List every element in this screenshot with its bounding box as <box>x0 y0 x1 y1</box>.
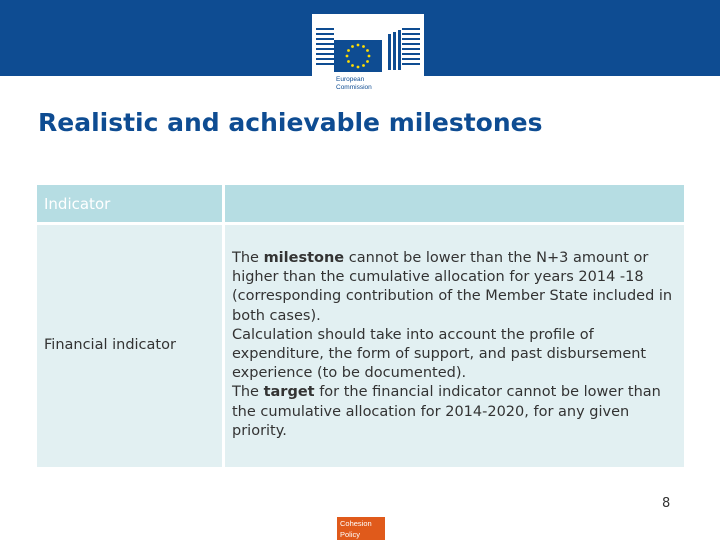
table-row-description-cell <box>225 225 684 467</box>
slide-title: Realistic and achievable milestones <box>38 108 543 137</box>
badge-line-cohesion: Cohesion <box>340 519 372 528</box>
desc-line3-post: for the financial indicator cannot be lower than the cumulative allocation for 2014-2020, for any given priority. <box>232 384 661 439</box>
european-commission-logo <box>312 14 424 100</box>
header-label-indicator: Indicator <box>44 195 111 213</box>
desc-line1-pre: The <box>232 250 264 266</box>
desc-line3-pre: The <box>232 384 264 401</box>
badge-line-policy: Policy <box>340 529 361 539</box>
cohesion-policy-badge <box>337 517 385 540</box>
milestones-table <box>37 185 684 467</box>
table-row-label-cell <box>37 225 222 467</box>
table-header-indicator <box>37 185 222 222</box>
desc-line1-post: cannot be lower than the N+3 amount or higher than the cumulative allocation for years 2014 -18 (corresponding contribution of the Member State included in both cases). <box>232 250 673 324</box>
desc-bold-target: target <box>263 384 315 401</box>
desc-bold-milestone: milestone <box>263 250 345 266</box>
row-label-financial-indicator: Financial indicator <box>44 337 176 353</box>
milestone-description <box>232 249 680 441</box>
desc-line2: Calculation should take into account the profile of expenditure, the form of support, and past disbursement experience (to be documented). <box>232 326 647 382</box>
logo-line-european: European <box>336 76 365 83</box>
logo-text <box>336 76 406 92</box>
logo-line-commission: Commission <box>336 84 372 91</box>
table-header-description <box>225 185 684 222</box>
page-number: 8 <box>662 496 671 511</box>
